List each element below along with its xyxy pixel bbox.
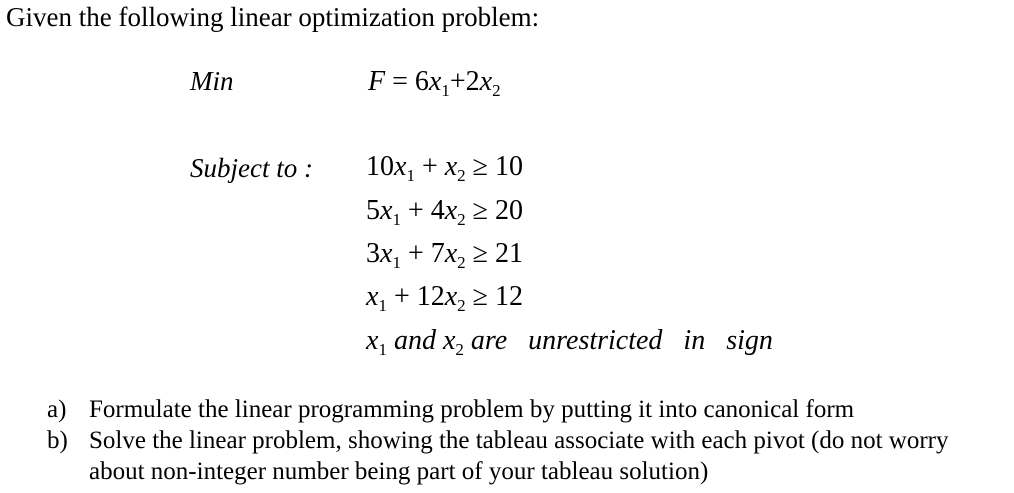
constraint-3-rhs: 21 xyxy=(495,238,524,269)
objective-op: + xyxy=(449,66,466,97)
sign-restriction xyxy=(366,325,773,357)
objective-c1: 6 xyxy=(414,66,429,97)
constraint-3-s1: 1 xyxy=(392,253,401,272)
constraint-1-c1: 10 xyxy=(366,151,394,182)
constraint-3 xyxy=(366,238,523,270)
constraint-2-rhs: 20 xyxy=(495,195,524,226)
constraint-3-s2: 2 xyxy=(457,253,466,272)
sign-v1: x xyxy=(366,325,379,356)
objective-v2: x xyxy=(479,66,493,97)
constraint-2-s2: 2 xyxy=(457,210,466,229)
question-a-text: Formulate the linear programming problem by putting it into canonical form xyxy=(89,396,855,423)
sign-s2: 2 xyxy=(455,340,464,359)
objective-v1: x xyxy=(428,66,442,97)
objective-function xyxy=(368,66,501,98)
question-b-text-line1: Solve the linear problem, showing the tableau associate with each pivot (do not worry xyxy=(89,427,949,454)
constraint-1-op: + xyxy=(414,151,445,182)
constraint-4-s2: 2 xyxy=(457,296,466,315)
subject-to-label: Subject to : xyxy=(190,153,313,183)
constraint-4-rhs: 12 xyxy=(495,281,524,312)
constraint-1-rhs: 10 xyxy=(495,151,524,182)
constraint-1-v1: x xyxy=(394,151,407,182)
constraint-1-s2: 2 xyxy=(457,166,466,185)
sign-v2: x xyxy=(442,325,456,356)
constraint-3-rel: ≥ xyxy=(465,238,496,269)
sign-and: and xyxy=(386,325,443,356)
constraint-4-op: + xyxy=(386,281,417,312)
constraint-4-c2: 12 xyxy=(416,281,445,312)
constraint-2 xyxy=(366,195,523,227)
constraint-3-op: + xyxy=(400,238,431,269)
sign-s1: 1 xyxy=(378,340,387,359)
constraint-4-v2: x xyxy=(444,281,458,312)
constraint-2-rel: ≥ xyxy=(465,195,496,226)
question-b-marker: b) xyxy=(47,427,68,454)
constraint-2-v1: x xyxy=(380,195,393,226)
constraint-3-c2: 7 xyxy=(430,238,445,269)
constraint-3-v1: x xyxy=(380,238,393,269)
constraint-1-s1: 1 xyxy=(406,166,415,185)
objective-c2: 2 xyxy=(465,66,480,97)
constraint-2-c2: 4 xyxy=(430,195,445,226)
objective-s2: 2 xyxy=(492,81,501,100)
constraint-4 xyxy=(366,281,523,313)
constraint-2-v2: x xyxy=(444,195,458,226)
objective-s1: 1 xyxy=(441,81,450,100)
question-a-marker: a) xyxy=(47,396,67,423)
constraint-2-s1: 1 xyxy=(392,210,401,229)
constraint-1-v2: x xyxy=(444,151,458,182)
objective-eq: = xyxy=(385,66,415,97)
objective-lhs: F xyxy=(368,66,386,97)
intro-text: Given the following linear optimization problem: xyxy=(6,2,540,32)
constraint-3-v2: x xyxy=(444,238,458,269)
sign-text: are unrestricted in sign xyxy=(463,325,773,356)
constraint-4-v1: x xyxy=(366,281,379,312)
constraint-2-c1: 5 xyxy=(366,195,380,226)
constraint-4-s1: 1 xyxy=(378,296,387,315)
min-label: Min xyxy=(190,66,234,96)
constraint-1 xyxy=(366,151,523,183)
constraint-4-rel: ≥ xyxy=(465,281,496,312)
constraint-2-op: + xyxy=(400,195,431,226)
constraint-3-c1: 3 xyxy=(366,238,380,269)
constraint-1-rel: ≥ xyxy=(465,151,496,182)
question-b-text-line2: about non-integer number being part of your tableau solution) xyxy=(89,458,709,485)
